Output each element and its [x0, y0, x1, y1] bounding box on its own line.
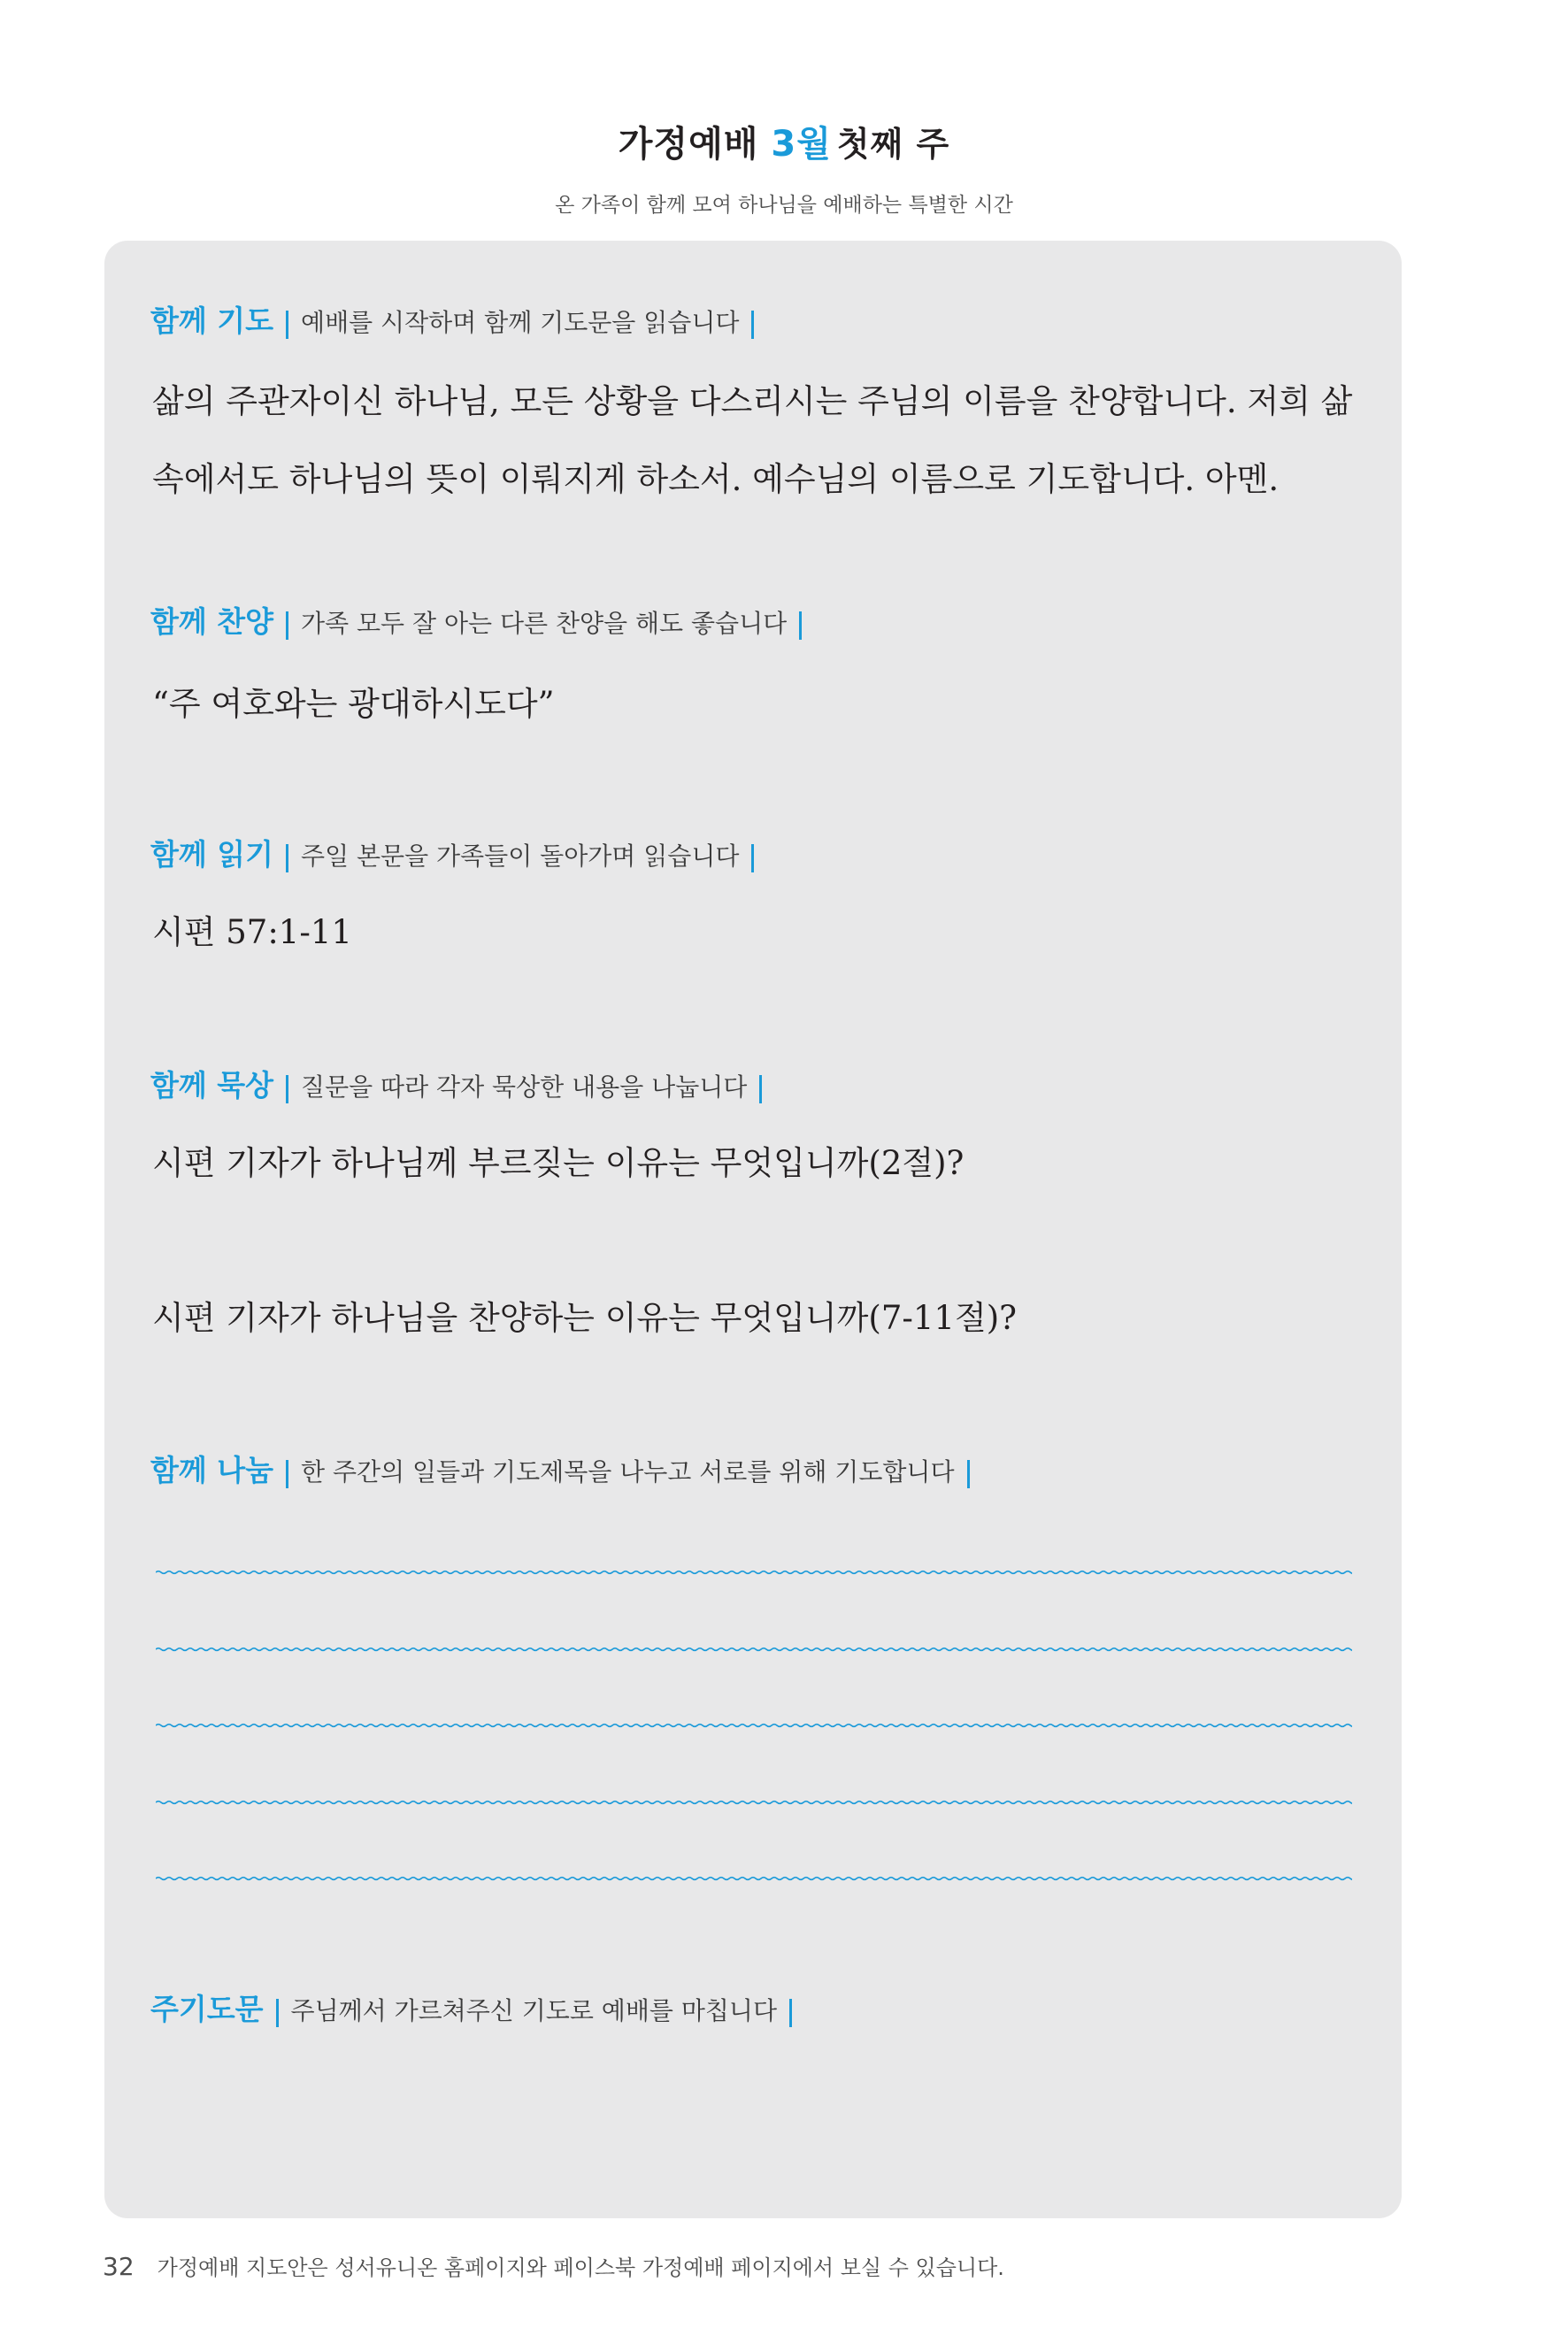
section-header-lords-prayer [150, 1986, 804, 2032]
divider-bar [286, 311, 288, 339]
section-note-prayer: 예배를 시작하며 함께 기도문을 읽습니다 [301, 308, 740, 337]
divider-bar [286, 1460, 288, 1488]
meditation-question-2: 시편 기자가 하나님을 찬양하는 이유는 무엇입니까(7-11절)? [152, 1299, 1017, 1337]
divider-bar [751, 311, 754, 339]
writing-line [156, 1792, 1352, 1813]
section-title-reading: 함께 읽기 [150, 837, 274, 872]
section-note-sharing: 한 주간의 일들과 기도제목을 나누고 서로를 위해 기도합니다 [301, 1457, 955, 1487]
prayer-line: 삶의 주관자이신 하나님, 모든 상황을 다스리시는 주님의 이름을 찬양합니다. 저희 삶 [152, 382, 1353, 420]
divider-bar [751, 844, 754, 872]
section-note-reading: 주일 본문을 가족들이 돌아가며 읽습니다 [301, 841, 740, 871]
divider-bar [286, 1075, 288, 1103]
title-month: 3월 [771, 124, 832, 165]
divider-bar [967, 1460, 970, 1488]
divider-bar [759, 1075, 762, 1103]
divider-bar [286, 611, 288, 640]
writing-line [156, 1868, 1352, 1889]
title-main: 가정예배 [618, 124, 759, 165]
section-header-praise [150, 599, 814, 645]
section-note-lords-prayer: 주님께서 가르쳐주신 기도로 예배를 마칩니다 [290, 1996, 778, 2025]
prayer-line: 속에서도 하나님의 뜻이 이뤄지게 하소서. 예수님의 이름으로 기도합니다. 아멘. [152, 460, 1280, 498]
divider-bar [789, 1999, 792, 2027]
reading-passage: 시편 57:1-11 [152, 913, 352, 951]
section-header-meditation [150, 1063, 774, 1109]
section-title-prayer: 함께 기도 [150, 303, 274, 338]
section-header-sharing [150, 1448, 982, 1494]
section-header-reading [150, 832, 766, 878]
worship-panel [104, 241, 1402, 2218]
prayer-text [152, 363, 1364, 519]
writing-line [156, 1562, 1352, 1583]
page-footer [103, 2247, 1004, 2286]
writing-line [156, 1715, 1352, 1736]
divider-bar [286, 844, 288, 872]
section-header-prayer [150, 298, 766, 344]
writing-line [156, 1639, 1352, 1660]
page-number: 32 [103, 2252, 135, 2281]
title-week: 첫째 주 [836, 125, 950, 164]
divider-bar [276, 1999, 279, 2027]
page-title [0, 113, 1568, 175]
section-title-meditation: 함께 묵상 [150, 1068, 274, 1103]
section-title-praise: 함께 찬양 [150, 604, 274, 639]
page-subtitle: 온 가족이 함께 모여 하나님을 예배하는 특별한 시간 [555, 194, 1013, 217]
section-title-sharing: 함께 나눔 [150, 1453, 274, 1487]
section-title-lords-prayer: 주기도문 [150, 1992, 264, 2026]
divider-bar [799, 611, 802, 640]
meditation-question-1: 시편 기자가 하나님께 부르짖는 이유는 무엇입니까(2절)? [152, 1144, 965, 1182]
praise-song: “주 여호와는 광대하시도다” [152, 685, 555, 723]
section-note-meditation: 질문을 따라 각자 묵상한 내용을 나눕니다 [301, 1072, 748, 1102]
footer-note: 가정예배 지도안은 성서유니온 홈페이지와 페이스북 가정예배 페이지에서 보실 수 있습니다. [157, 2255, 1004, 2280]
section-note-praise: 가족 모두 잘 아는 다른 찬양을 해도 좋습니다 [301, 609, 788, 638]
